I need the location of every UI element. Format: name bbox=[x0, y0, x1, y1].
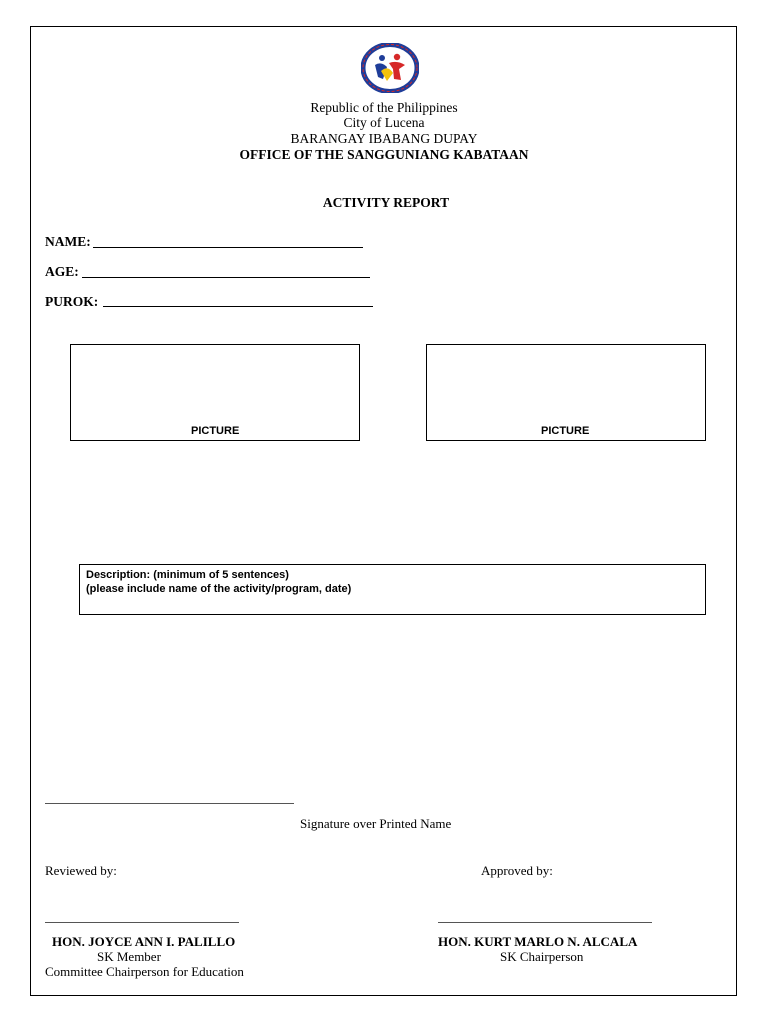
name-label: NAME: bbox=[45, 234, 91, 249]
signature-line[interactable] bbox=[45, 803, 294, 804]
header-republic: Republic of the Philippines bbox=[310, 100, 458, 115]
purok-input-line[interactable] bbox=[103, 306, 373, 307]
approver-role: SK Chairperson bbox=[500, 949, 584, 964]
sk-logo-icon bbox=[361, 43, 419, 93]
purok-label: PUROK: bbox=[45, 294, 99, 309]
reviewer-committee: Committee Chairperson for Education bbox=[45, 964, 244, 979]
reviewer-signature-line[interactable] bbox=[45, 922, 239, 923]
description-box[interactable] bbox=[79, 564, 706, 615]
document-page bbox=[30, 26, 737, 996]
age-field bbox=[45, 264, 79, 280]
header-office: OFFICE OF THE SANGGUNIANG KABATAAN bbox=[239, 147, 529, 162]
picture-box-right-bottom bbox=[426, 440, 706, 441]
header-barangay: BARANGAY IBABANG DUPAY bbox=[290, 131, 478, 146]
purok-field bbox=[45, 294, 98, 310]
approver-name: HON. KURT MARLO N. ALCALA bbox=[438, 934, 638, 949]
reviewed-by-label: Reviewed by: bbox=[45, 863, 117, 878]
picture-label-right: PICTURE bbox=[541, 425, 590, 437]
reviewer-name: HON. JOYCE ANN I. PALILLO bbox=[52, 934, 236, 949]
reviewer-role: SK Member bbox=[97, 949, 161, 964]
header-city: City of Lucena bbox=[343, 115, 425, 130]
picture-label-left: PICTURE bbox=[191, 425, 240, 437]
description-line-1: Description: (minimum of 5 sentences) bbox=[86, 569, 289, 581]
signature-caption: Signature over Printed Name bbox=[300, 816, 452, 831]
approver-signature-line[interactable] bbox=[438, 922, 652, 923]
approved-by-label: Approved by: bbox=[481, 863, 553, 878]
name-input-line[interactable] bbox=[93, 247, 363, 248]
age-input-line[interactable] bbox=[82, 277, 370, 278]
page-title: ACTIVITY REPORT bbox=[322, 195, 450, 210]
name-field bbox=[45, 234, 91, 250]
age-label: AGE: bbox=[45, 264, 79, 279]
description-line-2: (please include name of the activity/program, date) bbox=[86, 583, 352, 595]
